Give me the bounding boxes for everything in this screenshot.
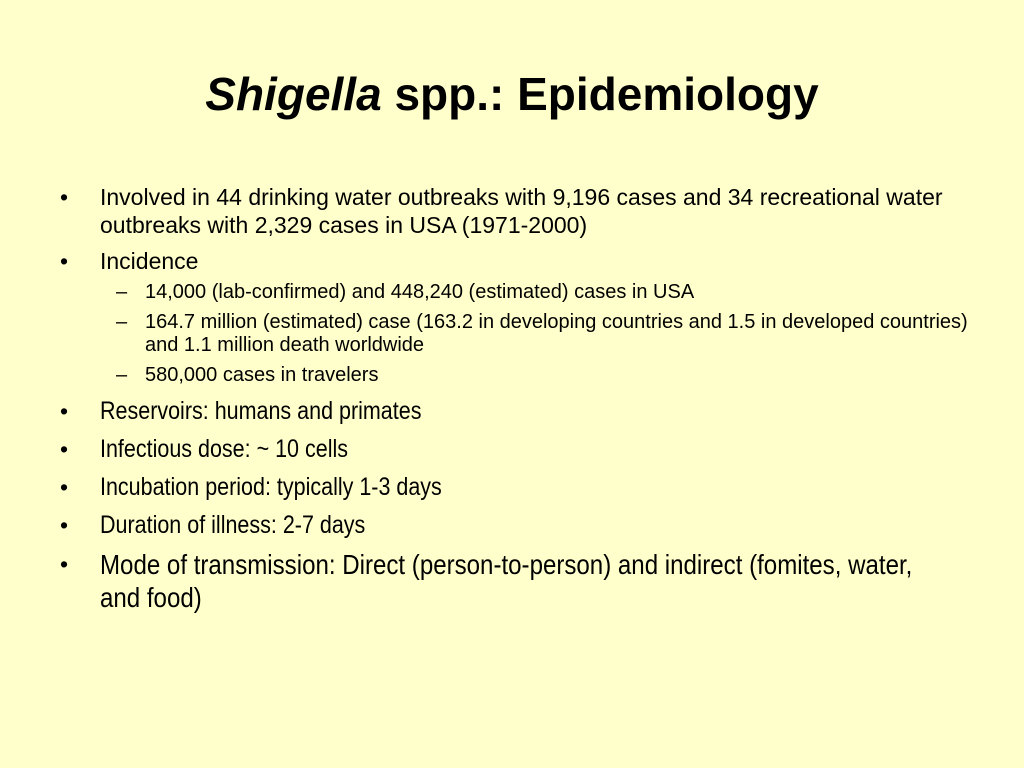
bullet-item-incubation — [56, 472, 976, 502]
bullet-text: Infectious dose: ~ 10 cells — [100, 435, 349, 463]
sub-bullet-worldwide — [56, 311, 976, 357]
bullet-item-reservoirs — [56, 396, 976, 426]
bullet-text: Incidence — [100, 248, 199, 274]
slide-title — [0, 66, 1024, 122]
bullet-text: Duration of illness: 2-7 days — [100, 511, 366, 539]
bullet-item-transmission — [56, 548, 976, 614]
sub-bullet-text: 580,000 cases in travelers — [145, 364, 379, 386]
bullet-icon: • — [60, 551, 69, 577]
bullet-icon: • — [60, 184, 69, 210]
bullet-text: Mode of transmission: Direct (person-to-person) and indirect (fomites, water, and food) — [100, 549, 913, 613]
title-genus: Shigella — [205, 68, 382, 120]
sub-bullet-usa-cases — [56, 281, 976, 304]
title-rest: spp.: Epidemiology — [381, 68, 819, 120]
bullet-list — [56, 183, 976, 622]
bullet-icon: • — [60, 248, 69, 274]
bullet-item-duration — [56, 510, 976, 540]
dash-icon: – — [116, 311, 128, 333]
bullet-text: Reservoirs: humans and primates — [100, 397, 422, 425]
bullet-text: Incubation period: typically 1-3 days — [100, 473, 442, 501]
bullet-item-outbreaks — [56, 183, 976, 239]
bullet-item-incidence — [56, 247, 976, 275]
bullet-item-infectious-dose — [56, 434, 976, 464]
dash-icon: – — [116, 364, 128, 386]
bullet-icon: • — [60, 512, 69, 538]
sub-bullet-text: 14,000 (lab-confirmed) and 448,240 (estimated) cases in USA — [145, 281, 695, 303]
sub-bullet-travelers — [56, 364, 976, 387]
bullet-icon: • — [60, 398, 69, 424]
sub-bullet-text: 164.7 million (estimated) case (163.2 in developing countries and 1.5 in developed countries) and 1.1 million death worldwide — [145, 311, 968, 356]
bullet-icon: • — [60, 474, 69, 500]
bullet-icon: • — [60, 436, 69, 462]
bullet-text: Involved in 44 drinking water outbreaks with 9,196 cases and 34 recreational water outbreaks with 2,329 cases in USA (1971-2000) — [100, 184, 943, 238]
dash-icon: – — [116, 281, 128, 303]
